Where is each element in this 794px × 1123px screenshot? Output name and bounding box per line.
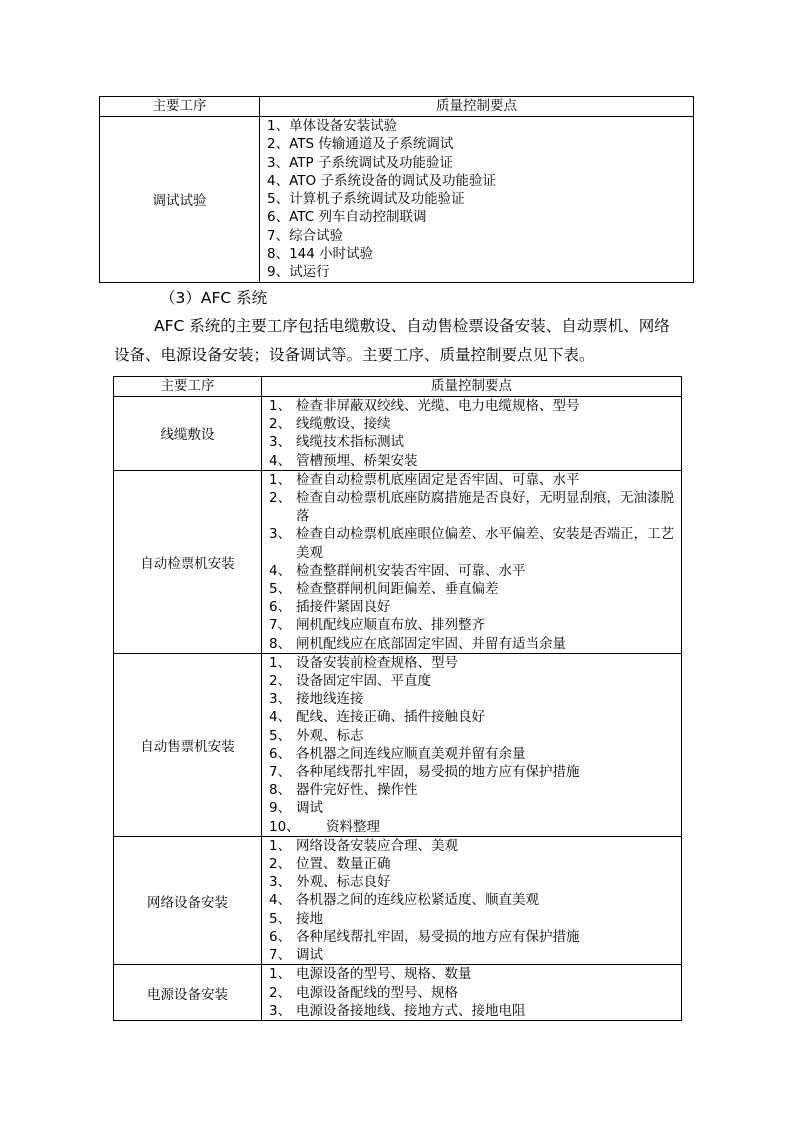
- point-item: [269, 471, 677, 489]
- point-text: 各种尾线帮扎牢固，易受损的地方应有保护措施: [296, 928, 580, 945]
- point-number: 2、: [269, 490, 292, 507]
- process-cell: 调试试验: [100, 117, 260, 283]
- point-item: [269, 946, 677, 964]
- process-cell: 线缆敷设: [114, 397, 262, 471]
- point-item: [269, 965, 677, 983]
- process-cell: 自动售票机安装: [114, 653, 262, 836]
- point-text: 设备安装前检查规格、型号: [296, 654, 458, 671]
- point-number: 3、: [269, 434, 292, 451]
- point-item: 5、计算机子系统调试及功能验证: [267, 191, 465, 208]
- point-item: [269, 616, 677, 634]
- point-text: 线缆敷设、接续: [296, 416, 391, 433]
- point-item: 4、ATO 子系统设备的调试及功能验证: [267, 172, 496, 189]
- point-text: 调试: [296, 800, 323, 817]
- point-number: 4、: [269, 452, 292, 469]
- point-text: 插接件紧固良好: [296, 599, 391, 616]
- header-quality-points: 质量控制要点: [262, 377, 682, 397]
- point-text: 各种尾线帮扎牢固，易受损的地方应有保护措施: [296, 764, 580, 781]
- point-text: 管槽预埋、桥架安装: [296, 452, 418, 469]
- point-number: 7、: [269, 947, 292, 964]
- point-item: [269, 580, 677, 598]
- point-number: 6、: [269, 599, 292, 616]
- point-text: 闸机配线应顺直布放、排列整齐: [296, 617, 485, 634]
- point-number: 4、: [269, 709, 292, 726]
- point-text: 电源设备的型号、规格、数量: [296, 966, 472, 983]
- point-number: 1、: [269, 654, 292, 671]
- paragraph-line-1: AFC 系统的主要工序包括电缆敷设、自动售检票设备安装、自动票机、网络: [154, 317, 670, 335]
- point-item: 7、综合试验: [267, 227, 344, 244]
- table-header-row: [100, 97, 694, 117]
- point-item: [269, 745, 677, 763]
- point-text: 检查自动检票机底座固定是否牢固、可靠、水平: [296, 471, 580, 488]
- point-text: 调试: [296, 947, 323, 964]
- point-number: 1、: [269, 837, 292, 854]
- point-text: 各机器之间连线应顺直美观并留有余量: [296, 745, 526, 762]
- point-text: 线缆技术指标测试: [296, 434, 404, 451]
- point-item: 6、ATC 列车自动控制联调: [267, 209, 427, 226]
- point-text: 外观、标志: [296, 727, 364, 744]
- point-text: 检查整群闸机间距偏差、垂直偏差: [296, 581, 499, 598]
- point-item: [269, 837, 677, 855]
- header-process: 主要工序: [100, 97, 260, 117]
- point-number: 7、: [269, 617, 292, 634]
- point-item: [269, 690, 677, 708]
- point-item: [269, 727, 677, 745]
- point-number: 2、: [269, 856, 292, 873]
- point-text: 检查自动检票机底座眼位偏差、水平偏差、安装是否端正，工艺美观: [296, 526, 674, 561]
- point-item: [269, 598, 677, 616]
- point-item: [269, 397, 677, 415]
- point-item: [269, 891, 677, 909]
- points-cell: [262, 653, 682, 836]
- table-row: [114, 965, 682, 1021]
- point-number: 6、: [269, 928, 292, 945]
- point-number: 2、: [269, 416, 292, 433]
- table-row: [114, 470, 682, 653]
- point-number: 7、: [269, 764, 292, 781]
- point-text: 资料整理: [326, 818, 380, 835]
- point-item: [269, 763, 677, 781]
- point-text: 器件完好性、操作性: [296, 782, 418, 799]
- point-item: [269, 672, 677, 690]
- point-text: 配线、连接正确、插件接触良好: [296, 709, 485, 726]
- point-item: [269, 708, 677, 726]
- table-header-row: [114, 377, 682, 397]
- point-item: [269, 654, 677, 672]
- point-text: 各机器之间的连线应松紧适度、顺直美观: [296, 892, 539, 909]
- point-number: 5、: [269, 581, 292, 598]
- table-row: [100, 117, 694, 283]
- point-text: 检查整群闸机安装否牢固、可靠、水平: [296, 562, 526, 579]
- point-item: [269, 855, 677, 873]
- point-item: [269, 984, 677, 1002]
- point-number: 2、: [269, 673, 292, 690]
- point-number: 1、: [269, 398, 292, 414]
- table-row: [114, 397, 682, 471]
- point-text: 网络设备安装应合理、美观: [296, 837, 458, 854]
- point-number: 5、: [269, 727, 292, 744]
- point-number: 3、: [269, 691, 292, 708]
- header-quality-points: 质量控制要点: [260, 97, 694, 117]
- header-process: 主要工序: [114, 377, 262, 397]
- point-item: 2、ATS 传输通道及子系统调试: [267, 136, 454, 153]
- point-item: 9、试运行: [267, 264, 330, 281]
- point-item: [269, 873, 677, 891]
- points-cell: [262, 470, 682, 653]
- point-text: 接地线连接: [296, 691, 364, 708]
- point-text: 电源设备配线的型号、规格: [296, 984, 458, 1001]
- point-number: 3、: [269, 526, 292, 543]
- point-item: [269, 562, 677, 580]
- point-item: [269, 928, 677, 946]
- point-number: 3、: [269, 1002, 292, 1019]
- point-number: 9、: [269, 800, 292, 817]
- point-number: 6、: [269, 745, 292, 762]
- point-number: 1、: [269, 471, 292, 488]
- point-text: 电源设备接地线、接地方式、接地电阻: [296, 1002, 526, 1019]
- point-item: 1、单体设备安装试验: [267, 118, 398, 134]
- point-number: 8、: [269, 782, 292, 799]
- point-number: 10、: [269, 818, 300, 835]
- point-item: [269, 910, 677, 928]
- point-number: 5、: [269, 910, 292, 927]
- point-item: [269, 415, 677, 433]
- table-row: [114, 836, 682, 964]
- point-text: 接地: [296, 910, 323, 927]
- point-text: 设备固定牢固、平直度: [296, 673, 431, 690]
- points-cell: [262, 836, 682, 964]
- point-item: [269, 489, 677, 525]
- process-cell: 电源设备安装: [114, 965, 262, 1021]
- point-text: 检查非屏蔽双绞线、光缆、电力电缆规格、型号: [296, 398, 580, 414]
- point-item: [269, 433, 677, 451]
- debug-test-table: [99, 96, 694, 283]
- table-row: [114, 653, 682, 836]
- paragraph-line-2: 设备、电源设备安装；设备调试等。主要工序、质量控制要点见下表。: [114, 346, 595, 364]
- points-cell: [260, 117, 694, 283]
- point-number: 4、: [269, 562, 292, 579]
- point-text: 位置、数量正确: [296, 856, 391, 873]
- point-number: 3、: [269, 874, 292, 891]
- point-item: [269, 781, 677, 799]
- point-number: 1、: [269, 966, 292, 983]
- point-item: [269, 525, 677, 561]
- section-heading: （3）AFC 系统: [160, 289, 268, 307]
- point-text: 外观、标志良好: [296, 874, 391, 891]
- afc-quality-table: [113, 376, 682, 1021]
- point-item: [269, 818, 677, 836]
- point-item: [269, 799, 677, 817]
- point-number: 8、: [269, 635, 292, 652]
- point-item: 8、144 小时试验: [267, 246, 374, 263]
- points-cell: [262, 397, 682, 471]
- point-text: 闸机配线应在底部固定牢固、并留有适当余量: [296, 635, 566, 652]
- point-item: [269, 635, 677, 653]
- point-item: [269, 1002, 677, 1020]
- point-number: 4、: [269, 892, 292, 909]
- process-cell: 网络设备安装: [114, 836, 262, 964]
- points-cell: [262, 965, 682, 1021]
- point-text: 检查自动检票机底座防腐措施是否良好，无明显刮痕，无油漆脱落: [296, 490, 674, 525]
- point-item: [269, 452, 677, 470]
- point-number: 2、: [269, 984, 292, 1001]
- point-item: 3、ATP 子系统调试及功能验证: [267, 154, 453, 171]
- process-cell: 自动检票机安装: [114, 470, 262, 653]
